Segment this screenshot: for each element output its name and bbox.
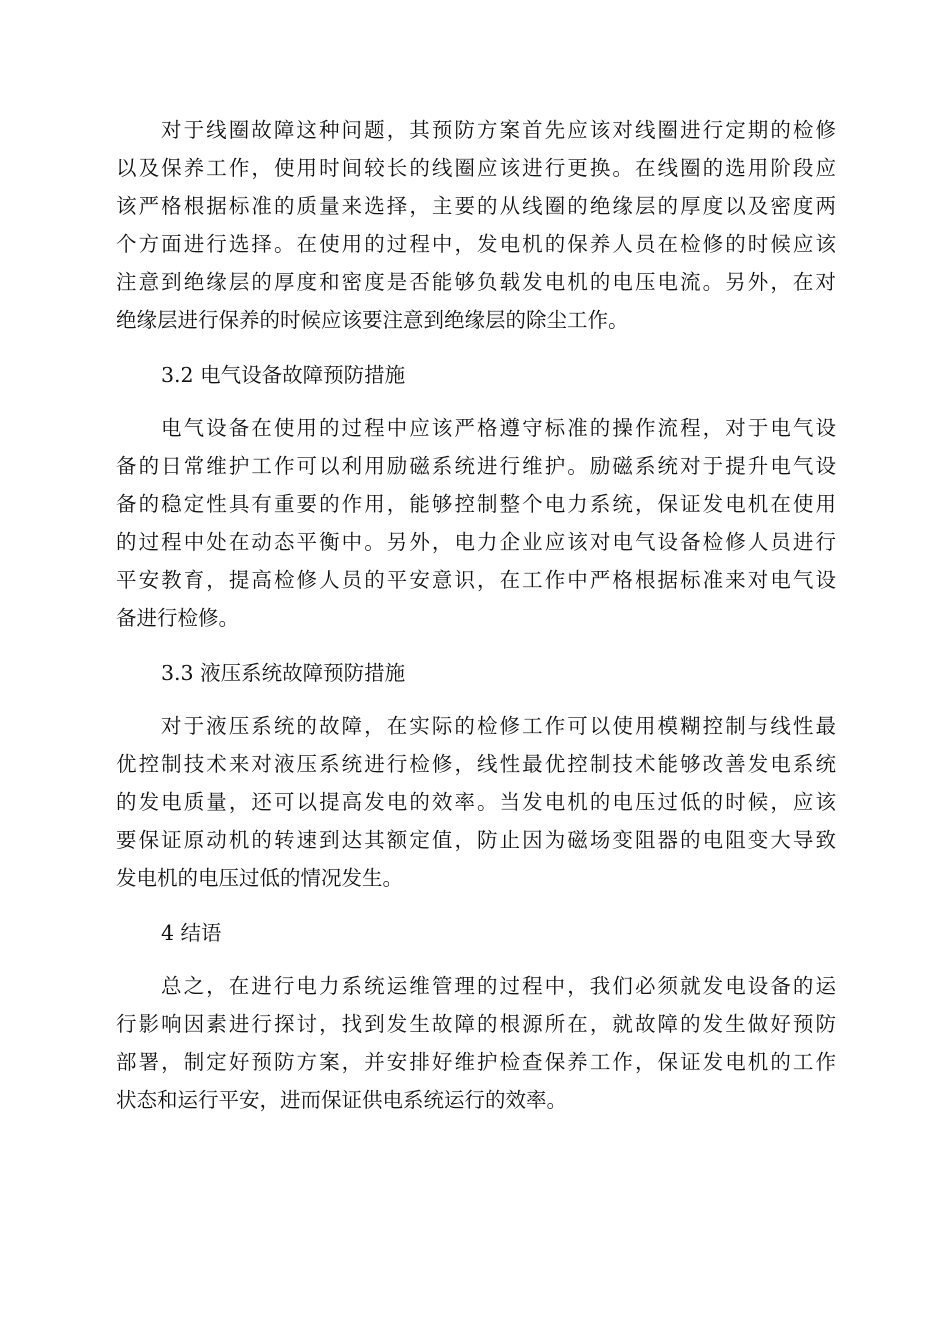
text-line: 备的稳定性具有重要的作用，能够控制整个电力系统，保证发电机在使用 [116,492,836,516]
text-line: 该严格根据标准的质量来选择，主要的从线圈的绝缘层的厚度以及密度两 [116,194,836,218]
text-line: 的过程中处在动态平衡中。另外，电力企业应该对电气设备检修人员进行 [116,530,836,554]
text-line: 绝缘层进行保养的时候应该要注意到绝缘层的除尘工作。 [116,308,629,332]
text-line: 平安教育，提高检修人员的平安意识，在工作中严格根据标准来对电气设 [116,568,836,592]
paragraph-electrical-equipment [116,409,836,637]
text-line: 注意到绝缘层的厚度和密度是否能够负载发电机的电压电流。另外，在对 [116,270,836,294]
text-line: 总之，在进行电力系统运维管理的过程中，我们必须就发电设备的运 [161,974,836,998]
text-line: 行影响因素进行探讨，找到发生故障的根源所在，就故障的发生做好预防 [116,1012,836,1036]
paragraph-hydraulic-system [116,707,836,897]
text-line: 部署，制定好预防方案，并安排好维护检查保养工作，保证发电机的工作 [116,1050,836,1074]
text-line: 优控制技术来对液压系统进行检修，线性最优控制技术能够改善发电系统 [116,752,836,776]
text-line: 要保证原动机的转速到达其额定值，防止因为磁场变阻器的电阻变大导致 [116,828,836,852]
text-line: 对于线圈故障这种问题，其预防方案首先应该对线圈进行定期的检修 [161,118,836,142]
text-line: 以及保养工作，使用时间较长的线圈应该进行更换。在线圈的选用阶段应 [116,156,836,180]
section-heading-4: 4 结语 [161,921,222,945]
text-line: 对于液压系统的故障，在实际的检修工作可以使用模糊控制与线性最 [161,714,836,738]
section-heading-3-2: 3.2 电气设备故障预防措施 [161,363,406,387]
text-line: 发电机的电压过低的情况发生。 [116,866,403,890]
text-line: 备的日常维护工作可以利用励磁系统进行维护。励磁系统对于提升电气设 [116,454,836,478]
section-heading-3-3: 3.3 液压系统故障预防措施 [161,661,406,685]
text-line: 状态和运行平安，进而保证供电系统运行的效率。 [116,1088,567,1112]
text-line: 个方面进行选择。在使用的过程中，发电机的保养人员在检修的时候应该 [116,232,836,256]
text-line: 电气设备在使用的过程中应该严格遵守标准的操作流程，对于电气设 [161,416,836,440]
paragraph-coil-fault [116,111,836,339]
text-line: 的发电质量，还可以提高发电的效率。当发电机的电压过低的时候，应该 [116,790,836,814]
paragraph-conclusion [116,967,836,1119]
text-line: 备进行检修。 [116,606,239,630]
